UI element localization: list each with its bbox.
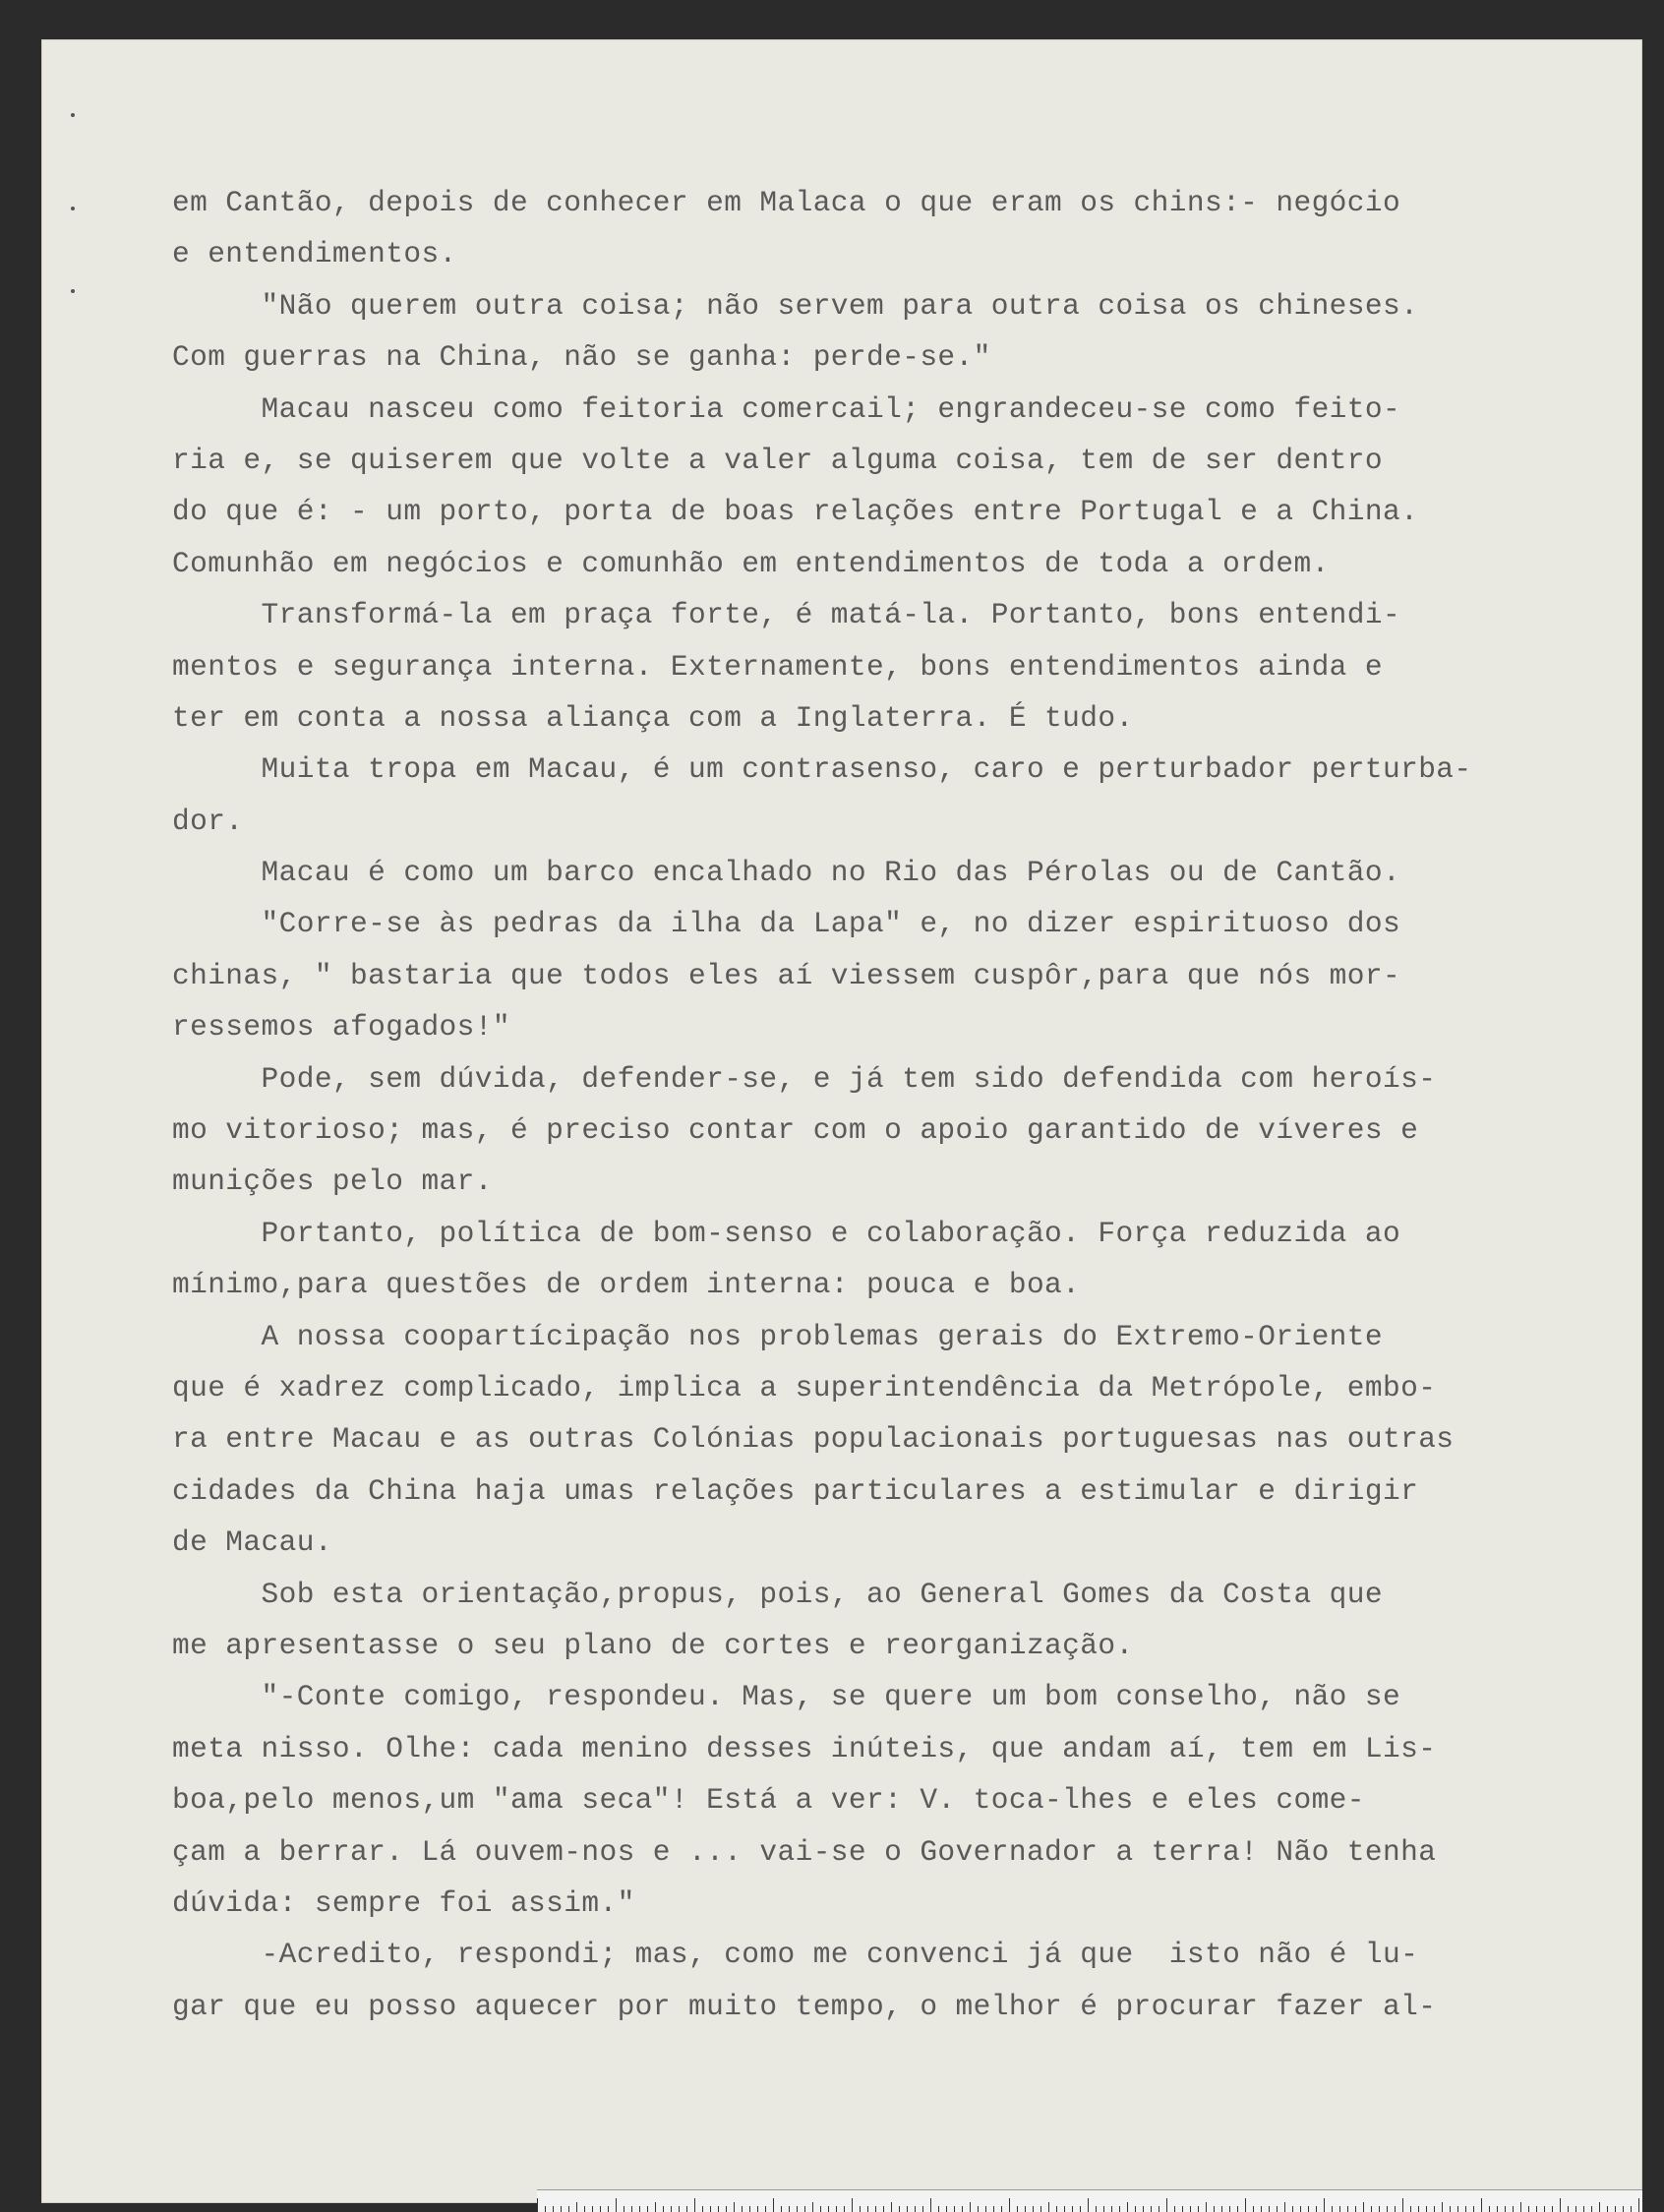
ruler-tick bbox=[797, 2206, 798, 2212]
scale-ruler bbox=[537, 2189, 1642, 2212]
ruler-tick bbox=[1591, 2206, 1592, 2212]
ruler-tick bbox=[702, 2206, 703, 2212]
ruler-tick bbox=[749, 2206, 750, 2212]
typewritten-text bbox=[172, 177, 1569, 2032]
ruler-tick bbox=[1009, 2198, 1010, 2212]
text-line: Comunhão em negócios e comunhão em entendimentos de toda a ordem. bbox=[172, 546, 1330, 580]
ruler-tick bbox=[1174, 2206, 1175, 2212]
text-line: de Macau. bbox=[172, 1525, 332, 1560]
ruler-tick bbox=[875, 2206, 876, 2212]
ruler-tick bbox=[1450, 2206, 1451, 2212]
text-line: e entendimentos. bbox=[172, 237, 457, 271]
ruler-tick bbox=[804, 2206, 805, 2212]
text-line: "-Conte comigo, respondeu. Mas, se quere um bom conselho, não se bbox=[172, 1680, 1401, 1714]
ruler-tick bbox=[553, 2206, 554, 2212]
ruler-tick bbox=[710, 2206, 711, 2212]
ruler-tick bbox=[1198, 2206, 1199, 2212]
ruler-tick bbox=[1395, 2206, 1396, 2212]
ruler-tick bbox=[1426, 2206, 1427, 2212]
ruler-tick bbox=[1324, 2198, 1325, 2212]
ruler-tick bbox=[1292, 2206, 1293, 2212]
ruler-tick bbox=[639, 2206, 640, 2212]
ruler-tick bbox=[671, 2206, 672, 2212]
document-page bbox=[41, 39, 1642, 2203]
ruler-tick bbox=[946, 2206, 947, 2212]
text-line: ra entre Macau e as outras Colónias populacionais portuguesas nas outras bbox=[172, 1422, 1455, 1457]
ruler-tick bbox=[1229, 2206, 1230, 2212]
ruler-tick bbox=[852, 2198, 853, 2212]
ruler-tick bbox=[718, 2206, 719, 2212]
ruler-tick bbox=[1001, 2206, 1002, 2212]
ruler-tick bbox=[867, 2206, 868, 2212]
ruler-tick bbox=[568, 2206, 569, 2212]
ruler-tick bbox=[938, 2206, 939, 2212]
ruler-tick bbox=[773, 2198, 774, 2212]
ruler-tick bbox=[694, 2198, 695, 2212]
ruler-tick bbox=[1402, 2198, 1403, 2212]
ruler-tick bbox=[1339, 2206, 1340, 2212]
ruler-tick bbox=[1221, 2206, 1222, 2212]
ruler-tick bbox=[1497, 2206, 1498, 2212]
ruler-tick bbox=[922, 2206, 923, 2212]
ruler-tick bbox=[1387, 2206, 1388, 2212]
ruler-tick bbox=[1033, 2206, 1034, 2212]
ruler-tick bbox=[1347, 2206, 1348, 2212]
ruler-tick bbox=[1182, 2206, 1183, 2212]
ruler-tick bbox=[765, 2206, 766, 2212]
ruler-tick bbox=[1214, 2206, 1215, 2212]
ruler-tick bbox=[1505, 2206, 1506, 2212]
ruler-tick bbox=[561, 2206, 562, 2212]
ruler-tick bbox=[1568, 2206, 1569, 2212]
ruler-tick bbox=[1253, 2206, 1254, 2212]
margin-mark bbox=[71, 113, 75, 117]
text-line: dor. bbox=[172, 804, 244, 838]
ruler-tick bbox=[647, 2206, 648, 2212]
ruler-tick bbox=[631, 2206, 632, 2212]
ruler-tick bbox=[537, 2198, 538, 2212]
ruler-tick bbox=[608, 2206, 609, 2212]
ruler-tick bbox=[978, 2206, 979, 2212]
ruler-tick bbox=[742, 2206, 743, 2212]
text-line: Pode, sem dúvida, defender-se, e já tem sido defendida com heroís- bbox=[172, 1061, 1437, 1096]
text-line: ter em conta a nossa aliança com a Inglaterra. É tudo. bbox=[172, 700, 1134, 735]
ruler-tick bbox=[1544, 2206, 1545, 2212]
text-line: ressemos afogados!" bbox=[172, 1010, 510, 1045]
ruler-tick bbox=[1308, 2206, 1309, 2212]
text-line: "Não querem outra coisa; não servem para outra coisa os chineses. bbox=[172, 288, 1419, 323]
ruler-tick bbox=[860, 2206, 861, 2212]
ruler-tick bbox=[1261, 2206, 1262, 2212]
text-line: do que é: - um porto, porta de boas relações entre Portugal e a China. bbox=[172, 495, 1419, 529]
text-line: munições pelo mar. bbox=[172, 1165, 493, 1199]
ruler-tick bbox=[1473, 2206, 1474, 2212]
text-line: ria e, se quiserem que volte a valer alguma coisa, tem de ser dentro bbox=[172, 443, 1383, 477]
ruler-tick bbox=[1072, 2206, 1073, 2212]
ruler-tick bbox=[1056, 2206, 1057, 2212]
text-line: gar que eu posso aquecer por muito tempo, o melhor é procurar fazer al- bbox=[172, 1989, 1437, 2023]
text-line: mentos e segurança interna. Externamente, bons entendimentos ainda e bbox=[172, 649, 1383, 684]
ruler-tick bbox=[1119, 2206, 1120, 2212]
ruler-tick bbox=[1332, 2206, 1333, 2212]
margin-mark bbox=[71, 207, 75, 210]
ruler-tick bbox=[1631, 2206, 1632, 2212]
ruler-tick bbox=[1096, 2206, 1097, 2212]
ruler-tick bbox=[584, 2206, 585, 2212]
ruler-tick bbox=[993, 2206, 994, 2212]
ruler-tick bbox=[1560, 2198, 1561, 2212]
ruler-tick bbox=[1190, 2206, 1191, 2212]
text-line: boa,pelo menos,um "ama seca"! Está a ver: V. toca-lhes e eles come- bbox=[172, 1783, 1365, 1818]
ruler-tick bbox=[1536, 2206, 1537, 2212]
ruler-tick bbox=[1410, 2206, 1411, 2212]
text-line: dúvida: sempre foi assim." bbox=[172, 1885, 635, 1920]
ruler-tick bbox=[1638, 2198, 1639, 2212]
ruler-tick bbox=[1355, 2206, 1356, 2212]
text-line: Sob esta orientação,propus, pois, ao General Gomes da Costa que bbox=[172, 1577, 1383, 1611]
ruler-tick bbox=[1418, 2206, 1419, 2212]
text-line: Transformá-la em praça forte, é matá-la. Portanto, bons entendi- bbox=[172, 598, 1401, 632]
text-line: -Acredito, respondi; mas, como me convenci já que isto não é lu- bbox=[172, 1938, 1419, 1972]
ruler-tick bbox=[899, 2206, 900, 2212]
text-line: çam a berrar. Lá ouvem-nos e ... vai-se o Governador a terra! Não tenha bbox=[172, 1834, 1437, 1869]
ruler-tick bbox=[1528, 2206, 1529, 2212]
ruler-tick bbox=[726, 2206, 727, 2212]
text-line: chinas, " bastaria que todos eles aí viessem cuspôr,para que nós mor- bbox=[172, 958, 1401, 992]
ruler-tick bbox=[1607, 2206, 1608, 2212]
ruler-tick bbox=[679, 2206, 680, 2212]
ruler-tick bbox=[1135, 2206, 1136, 2212]
text-line: Macau é como um barco encalhado no Rio das Pérolas ou de Cantão. bbox=[172, 856, 1401, 890]
text-line: A nossa coopartícipação nos problemas gerais do Extremo-Oriente bbox=[172, 1319, 1383, 1353]
text-line: mo vitorioso; mas, é preciso contar com o apoio garantido de víveres e bbox=[172, 1113, 1419, 1148]
text-line: cidades da China haja umas relações particulares a estimular e dirigir bbox=[172, 1473, 1419, 1508]
ruler-tick bbox=[1111, 2206, 1112, 2212]
text-line: que é xadrez complicado, implica a superintendência da Metrópole, embo- bbox=[172, 1370, 1437, 1405]
ruler-tick bbox=[836, 2206, 837, 2212]
ruler-tick bbox=[1623, 2206, 1624, 2212]
ruler-tick bbox=[915, 2206, 916, 2212]
text-line: em Cantão, depois de conhecer em Malaca o que eram os chins:- negócio bbox=[172, 186, 1401, 219]
ruler-tick bbox=[1513, 2206, 1514, 2212]
ruler-tick bbox=[1371, 2206, 1372, 2212]
text-line: me apresentasse o seu plano de cortes e reorganização. bbox=[172, 1628, 1134, 1662]
ruler-tick bbox=[1457, 2206, 1458, 2212]
ruler-tick bbox=[1575, 2206, 1576, 2212]
ruler-tick bbox=[930, 2198, 931, 2212]
ruler-tick bbox=[1025, 2206, 1026, 2212]
ruler-tick bbox=[545, 2206, 546, 2212]
ruler-tick bbox=[1481, 2198, 1482, 2212]
ruler-tick bbox=[1583, 2206, 1584, 2212]
ruler-tick bbox=[757, 2206, 758, 2212]
ruler-tick bbox=[844, 2206, 845, 2212]
text-line: Portanto, política de bom-senso e colaboração. Força reduzida ao bbox=[172, 1216, 1401, 1250]
ruler-tick bbox=[1080, 2206, 1081, 2212]
ruler-tick bbox=[820, 2206, 821, 2212]
ruler-tick bbox=[1088, 2198, 1089, 2212]
ruler-tick bbox=[1237, 2206, 1238, 2212]
ruler-tick bbox=[1379, 2206, 1380, 2212]
ruler-tick bbox=[1465, 2206, 1466, 2212]
text-line: Com guerras na China, não se ganha: perde-se." bbox=[172, 340, 991, 375]
ruler-tick bbox=[1552, 2206, 1553, 2212]
ruler-tick bbox=[789, 2206, 790, 2212]
ruler-tick bbox=[1166, 2198, 1167, 2212]
text-line: mínimo,para questões de ordem interna: pouca e boa. bbox=[172, 1268, 1081, 1302]
margin-mark bbox=[71, 289, 75, 293]
ruler-tick bbox=[663, 2206, 664, 2212]
ruler-tick bbox=[883, 2206, 884, 2212]
ruler-tick bbox=[1269, 2206, 1270, 2212]
ruler-tick bbox=[1615, 2206, 1616, 2212]
ruler-tick bbox=[1064, 2206, 1065, 2212]
text-line: "Corre-se às pedras da ilha da Lapa" e, no dizer espirituoso dos bbox=[172, 907, 1401, 941]
ruler-tick bbox=[592, 2206, 593, 2212]
ruler-tick bbox=[907, 2206, 908, 2212]
ruler-tick bbox=[1489, 2206, 1490, 2212]
ruler-tick bbox=[1434, 2206, 1435, 2212]
ruler-tick bbox=[781, 2206, 782, 2212]
ruler-tick bbox=[1017, 2206, 1018, 2212]
ruler-tick bbox=[1316, 2206, 1317, 2212]
ruler-tick bbox=[962, 2206, 963, 2212]
ruler-tick bbox=[686, 2206, 687, 2212]
ruler-tick bbox=[600, 2206, 601, 2212]
ruler-tick bbox=[1143, 2206, 1144, 2212]
ruler-tick bbox=[1103, 2206, 1104, 2212]
ruler-tick bbox=[1300, 2206, 1301, 2212]
ruler-tick bbox=[828, 2206, 829, 2212]
ruler-tick bbox=[954, 2206, 955, 2212]
ruler-tick bbox=[616, 2198, 617, 2212]
text-line: Muita tropa em Macau, é um contrasenso, caro e perturbador perturba- bbox=[172, 752, 1472, 787]
ruler-tick bbox=[1245, 2198, 1246, 2212]
ruler-tick bbox=[985, 2206, 986, 2212]
ruler-tick bbox=[1151, 2206, 1152, 2212]
ruler-tick bbox=[1040, 2206, 1041, 2212]
text-line: meta nisso. Olhe: cada menino desses inúteis, que andam aí, tem em Lis- bbox=[172, 1731, 1437, 1765]
ruler-tick bbox=[1277, 2206, 1278, 2212]
text-line: Macau nasceu como feitoria comercail; engrandeceu-se como feito- bbox=[172, 391, 1401, 426]
